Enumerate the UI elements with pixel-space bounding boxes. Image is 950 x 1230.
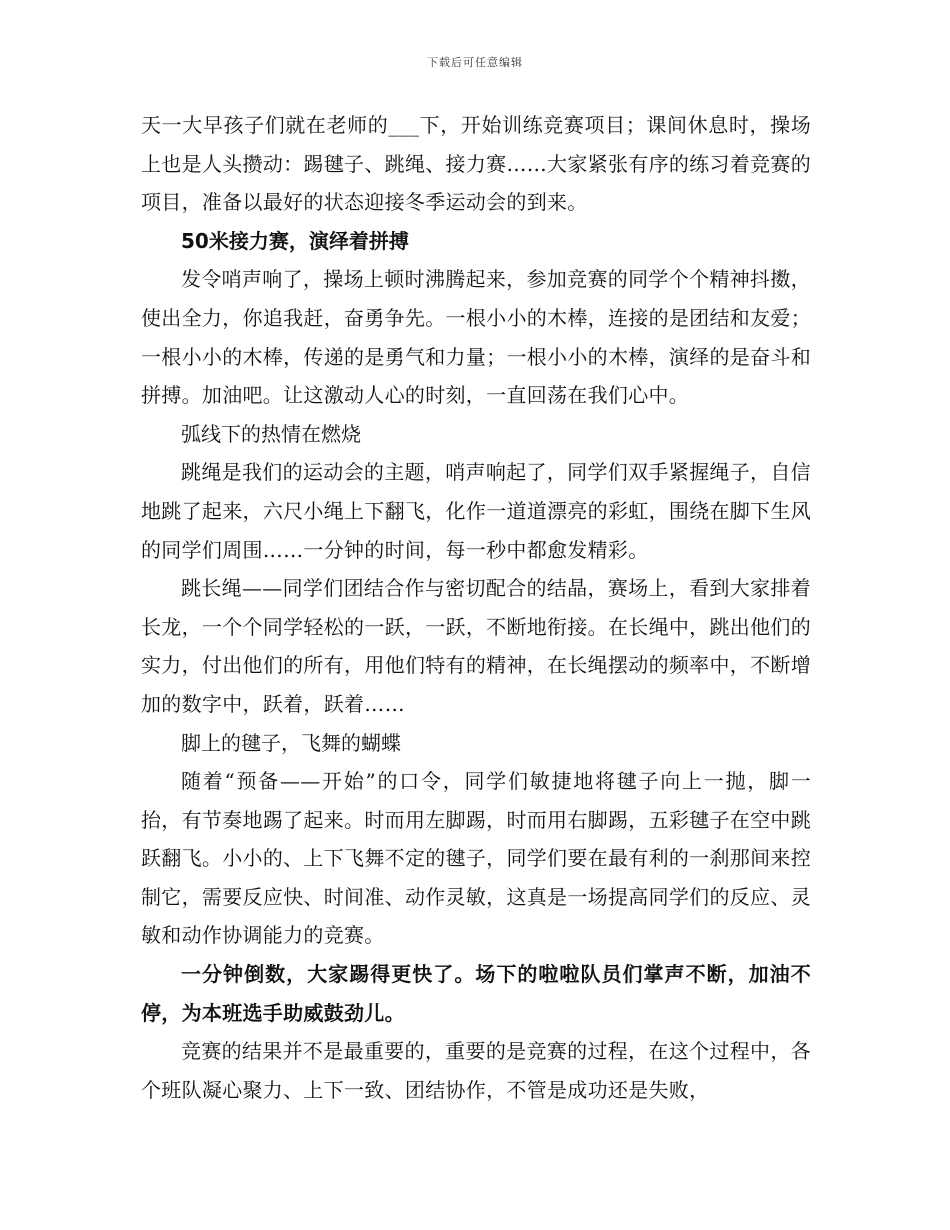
- paragraph-long-rope: 跳长绳——同学们团结合作与密切配合的结晶，赛场上，看到大家排着长龙，一个个同学轻松的一跃，一跃，不断地衔接。在长绳中，跳出他们的实力，付出他们的所有，用他们特有的精神，在长绳摆动的频率中，不断增加的数字中，跃着，跃着……: [141, 576, 811, 716]
- document-body: [141, 106, 811, 1109]
- paragraph-countdown: 一分钟倒数，大家踢得更快了。场下的啦啦队员们掌声不断，加油不停，为本班选手助威鼓劲儿。: [141, 962, 811, 1025]
- paragraph-intro: 天一大早孩子们就在老师的___下，开始训练竞赛项目；课间休息时，操场上也是人头攒动：踢毽子、跳绳、接力赛……大家紧张有序的练习着竞赛的项目，准备以最好的状态迎接冬季运动会的到来。: [141, 113, 811, 215]
- paragraph-relay: 发令哨声响了，操场上顿时沸腾起来，参加竞赛的同学个个精神抖擞，使出全力，你追我赶，奋勇争先。一根小小的木棒，连接的是团结和友爱；一根小小的木棒，传递的是勇气和力量；一根小小的木棒，演绎的是奋斗和拼搏。加油吧。让这激动人心的时刻，一直回荡在我们心中。: [141, 267, 811, 408]
- paragraph-shuttlecock: 随着“预备——开始”的口令，同学们敏捷地将毽子向上一抛，脚一抬，有节奏地踢了起来。时而用左脚踢，时而用右脚踢，五彩毽子在空中跳跃翻飞。小小的、上下飞舞不定的毽子，同学们要在最有利的一刹那间来控制它，需要反应快、时间准、动作灵敏，这真是一场提高同学们的反应、灵敏和动作协调能力的竞赛。: [141, 769, 811, 948]
- section-heading-rope: 弧线下的热情在燃烧: [181, 421, 361, 446]
- paragraph-conclusion: 竞赛的结果并不是最重要的，重要的是竞赛的过程，在这个过程中，各个班队凝心聚力、上下一致、团结协作，不管是成功还是失败，: [141, 1039, 811, 1102]
- section-heading-relay: 50米接力赛，演绎着拼搏: [181, 228, 409, 253]
- section-heading-shuttlecock: 脚上的毽子，飞舞的蝴蝶: [181, 730, 401, 755]
- page-header: 下载后可任意编辑: [427, 56, 523, 69]
- paragraph-rope: 跳绳是我们的运动会的主题，哨声响起了，同学们双手紧握绳子，自信地跳了起来，六尺小绳上下翻飞，化作一道道漂亮的彩虹，围绕在脚下生风的同学们周围……一分钟的时间，每一秒中都愈发精彩。: [141, 460, 811, 562]
